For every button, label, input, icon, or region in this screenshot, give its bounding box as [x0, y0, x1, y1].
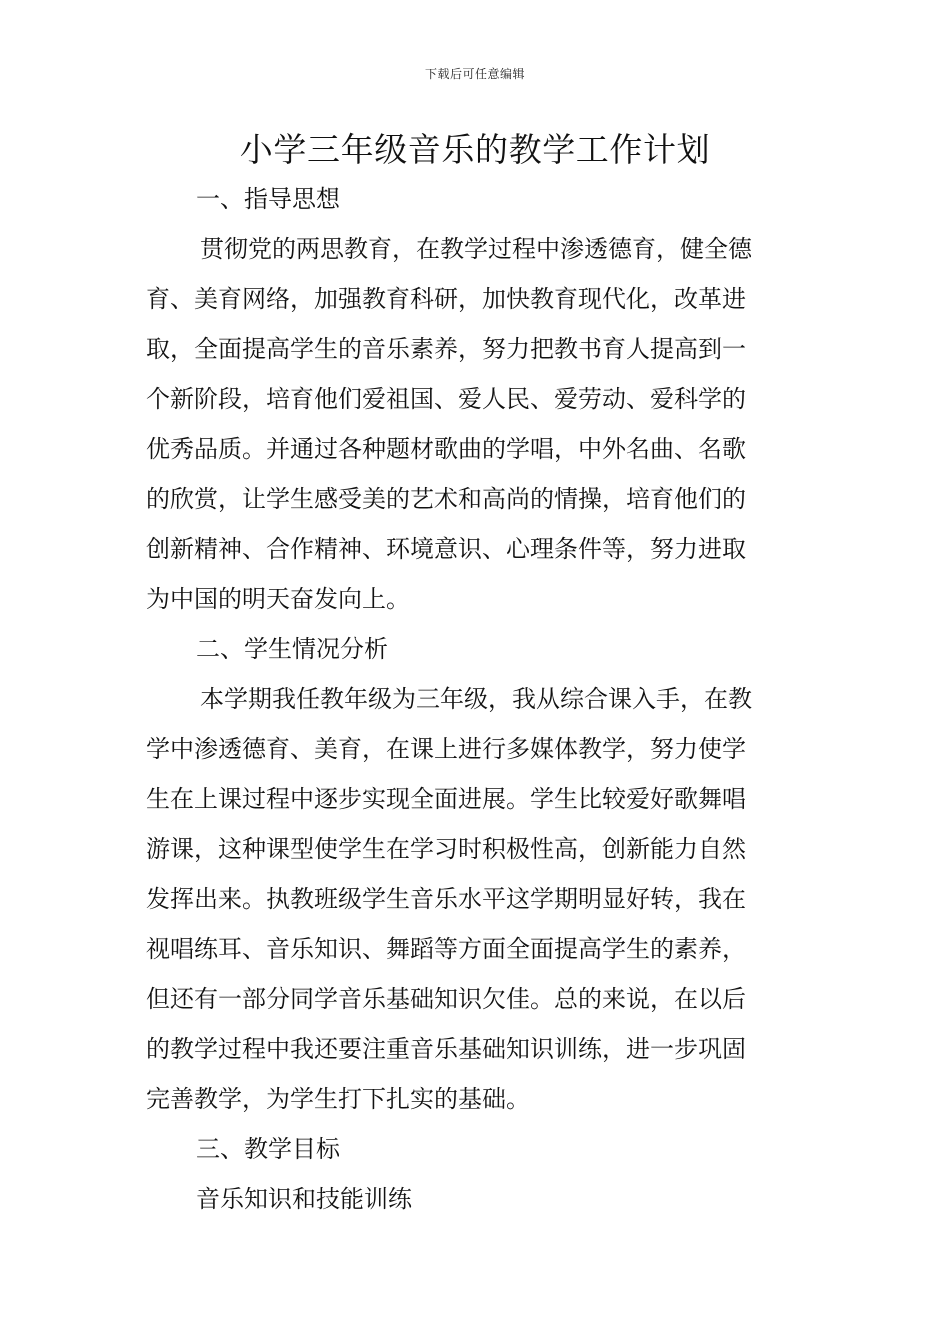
paragraph-line: 为中国的明天奋发向上。	[146, 585, 410, 613]
paragraph-line: 学中渗透德育、美育，在课上进行多媒体教学，努力使学	[146, 735, 746, 763]
paragraph-line: 生在上课过程中逐步实现全面进展。学生比较爱好歌舞唱	[146, 785, 746, 813]
paragraph-line: 游课，这种课型使学生在学习时积极性高，创新能力自然	[146, 835, 746, 863]
section-heading-guiding-ideology: 一、指导思想	[196, 185, 340, 213]
paragraph-line: 育、美育网络，加强教育科研，加快教育现代化，改革进	[146, 285, 746, 313]
paragraph-line: 的教学过程中我还要注重音乐基础知识训练，进一步巩固	[146, 1035, 746, 1063]
paragraph-line: 视唱练耳、音乐知识、舞蹈等方面全面提高学生的素养，	[146, 935, 746, 963]
paragraph-line: 发挥出来。执教班级学生音乐水平这学期明显好转，我在	[146, 885, 746, 913]
paragraph-line: 取，全面提高学生的音乐素养，努力把教书育人提高到一	[146, 335, 746, 363]
section-paragraph-guiding-ideology	[146, 224, 806, 624]
document-body	[146, 174, 806, 1224]
section-heading-teaching-goals: 三、教学目标	[196, 1135, 340, 1163]
paragraph-line: 完善教学，为学生打下扎实的基础。	[146, 1085, 530, 1113]
document-title: 小学三年级音乐的教学工作计划	[239, 130, 711, 169]
paragraph-line: 贯彻党的两思教育，在教学过程中渗透德育，健全德	[200, 235, 752, 263]
paragraph-line: 个新阶段，培育他们爱祖国、爱人民、爱劳动、爱科学的	[146, 385, 746, 413]
paragraph-line: 创新精神、合作精神、环境意识、心理条件等，努力进取	[146, 535, 746, 563]
header-note: 下载后可任意编辑	[424, 67, 525, 81]
section-heading-student-analysis: 二、学生情况分析	[196, 635, 388, 663]
paragraph-line: 的欣赏，让学生感受美的艺术和高尚的情操，培育他们的	[146, 485, 746, 513]
subheading-music-knowledge-skills: 音乐知识和技能训练	[196, 1185, 412, 1213]
paragraph-line: 本学期我任教年级为三年级，我从综合课入手，在教	[200, 685, 752, 713]
paragraph-line: 优秀品质。并通过各种题材歌曲的学唱，中外名曲、名歌	[146, 435, 746, 463]
paragraph-line: 但还有一部分同学音乐基础知识欠佳。总的来说，在以后	[146, 985, 746, 1013]
section-paragraph-student-analysis	[146, 674, 806, 1124]
